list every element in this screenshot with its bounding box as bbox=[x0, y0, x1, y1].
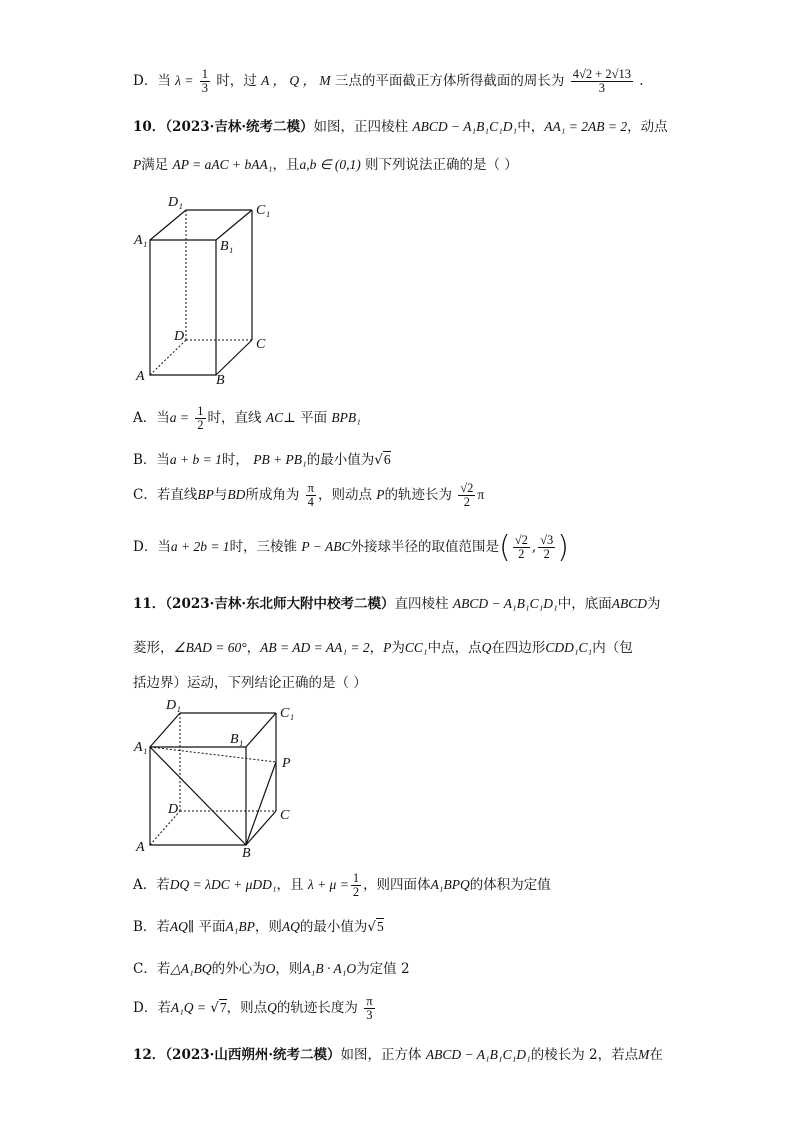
label-c1: C₁ bbox=[256, 203, 271, 218]
label-b1: B₁ bbox=[230, 732, 244, 747]
q11-stem2: 中，底面 bbox=[557, 596, 612, 612]
q11-optD-text: ，则点 bbox=[226, 1000, 268, 1017]
q11-optA-tet: A₁BPQ bbox=[430, 877, 470, 893]
q10-prism: ABCD − A₁B₁C₁D₁ bbox=[412, 119, 518, 134]
label-d1: D₁ bbox=[166, 698, 181, 713]
q10-optD-label: D．当 bbox=[133, 539, 171, 555]
q10-optD-tet: P − ABC bbox=[301, 539, 351, 554]
q9-optD-frac-num: 1 bbox=[201, 67, 209, 81]
q10-optD-expr: a + 2b = 1 bbox=[170, 539, 230, 554]
q10-stem-line2 bbox=[133, 153, 518, 173]
q11-line2b: ， bbox=[369, 640, 384, 656]
q10-optC-l2: BD bbox=[227, 487, 246, 503]
q11-number: 11． bbox=[133, 596, 166, 612]
q11-stem-line2: 菱形，∠BAD = 60°，AB = AD = AA₁ = 2，P为CC₁中点，点Q在四边形CDD₁C₁内（包 bbox=[133, 640, 633, 656]
q10-optA-line: AC bbox=[265, 410, 284, 426]
q10-optA-frac-num: 1 bbox=[197, 404, 204, 418]
q11-optA-text: ，且 bbox=[276, 877, 304, 894]
q11-line2a: 菱形， bbox=[133, 640, 174, 656]
label-a1: A₁ bbox=[134, 740, 148, 755]
q11-optD-val: 7 bbox=[219, 1000, 227, 1016]
q12-stem bbox=[133, 1043, 663, 1063]
fraction bbox=[200, 68, 210, 95]
q10-optD-r1-den: 2 bbox=[518, 547, 525, 561]
q10-option-d: D．当a + 2b = 1时，三棱锥 P − ABC外接球半径的取值范围是( $\frac{√2}{2}$ , $\frac{√3}{2}$ ) bbox=[133, 530, 569, 565]
q9-optD-mid: 时，过 bbox=[216, 73, 257, 90]
label-a1: A₁ bbox=[134, 233, 148, 248]
q10-option-b: B．当a + b = 1时， PB + PB₁的最小值为√6 bbox=[133, 452, 391, 468]
q10-optD-text: 时，三棱锥 bbox=[229, 539, 298, 555]
q11-optA-frac-num: 1 bbox=[352, 871, 360, 885]
q10-optD-r2-den: 2 bbox=[543, 547, 550, 561]
q10-optA-expr: a = bbox=[169, 410, 189, 426]
q11-quad: CDD₁C₁ bbox=[545, 640, 593, 655]
q11-source: （2023·吉林·东北师大附中校考二模） bbox=[165, 596, 395, 612]
q11-prism: ABCD − A₁B₁C₁D₁ bbox=[452, 596, 558, 611]
q11-q: Q bbox=[481, 640, 492, 655]
label-d1: D₁ bbox=[168, 195, 183, 210]
q10-cond: AA₁ = 2AB = 2 bbox=[544, 119, 628, 134]
q12-source: （2023·山西朔州·统考二模） bbox=[165, 1047, 341, 1063]
q10-optA-frac-den: 2 bbox=[197, 418, 204, 433]
q11-optC-text3: 为定值 2 bbox=[356, 961, 410, 977]
label-a: A bbox=[136, 369, 145, 384]
label-d: D bbox=[174, 329, 185, 344]
q11-option-a bbox=[133, 872, 551, 899]
q11-prism-figure bbox=[130, 693, 310, 863]
q10-optB-text: 时， bbox=[221, 452, 249, 468]
q11-angle: ∠BAD = 60° bbox=[173, 640, 247, 655]
q10-optB-val: 6 bbox=[383, 452, 391, 467]
q10-optC-ang-den: 4 bbox=[307, 495, 314, 510]
vector-equation: AP = aAC + bAA₁ bbox=[172, 157, 273, 172]
q10-stem3: ，动点 bbox=[627, 119, 668, 135]
q11-optD-text2: 的轨迹长度为 bbox=[276, 1000, 358, 1017]
q10-optC-p: P bbox=[376, 487, 385, 503]
q11-optB-label: B．若 bbox=[133, 919, 170, 935]
q9-optD-label: D．当 bbox=[133, 73, 171, 90]
q11-optB-line2: AQ bbox=[281, 919, 300, 934]
q10-ab-range: a,b ∈ (0,1) bbox=[299, 157, 361, 172]
q11-optC-tri: △A₁BQ bbox=[170, 961, 212, 976]
q11-line3: 括边界）运动，下列结论正确的是（ ） bbox=[133, 675, 367, 691]
q10-optB-text2: 的最小值为 bbox=[306, 452, 375, 468]
q10-optB-expr: a + b = 1 bbox=[169, 452, 222, 467]
label-c: C bbox=[256, 337, 266, 352]
q11-cc1: CC₁ bbox=[404, 640, 428, 655]
q11-optC-o: O bbox=[265, 961, 276, 976]
q10-optA-plane: BPB₁ bbox=[331, 410, 361, 426]
label-c1: C₁ bbox=[280, 706, 295, 721]
label-p: P bbox=[282, 756, 291, 771]
label-b: B bbox=[216, 373, 225, 388]
label-b: B bbox=[242, 846, 251, 861]
q10-optD-text2: 外接球半径的取值范围是 bbox=[350, 539, 499, 555]
answer-fraction bbox=[571, 68, 633, 95]
q10-optB-sum: PB + PB₁ bbox=[253, 452, 307, 467]
q12-m: M bbox=[638, 1047, 650, 1062]
q10-number: 10． bbox=[133, 119, 166, 135]
q10-optC-len-den: 2 bbox=[463, 495, 470, 510]
label-a: A bbox=[136, 840, 145, 855]
q10-optC-text3: ，则动点 bbox=[317, 487, 372, 504]
q10-line2-a: 满足 bbox=[141, 157, 169, 173]
q10-line2-c: 则下列说法正确的是（ ） bbox=[365, 157, 518, 173]
q11-optB-text: ∥ 平面 bbox=[187, 919, 226, 935]
q12-number: 12． bbox=[133, 1047, 166, 1063]
q11-optD-q: Q bbox=[267, 1000, 277, 1016]
q10-optB-label: B．当 bbox=[133, 452, 170, 468]
q10-source: （2023·吉林·统考二模） bbox=[165, 119, 314, 135]
q9-optD-points: A ， Q ， M bbox=[261, 73, 331, 89]
q11-eq: AB = AD = AA₁ = 2 bbox=[260, 640, 370, 655]
q11-stem3: 为 bbox=[646, 596, 661, 612]
q10-optC-l1: BP bbox=[197, 487, 214, 503]
q11-optA-label: A．若 bbox=[133, 877, 170, 894]
q10-line2-p: P bbox=[133, 157, 142, 172]
q11-option-d: D．若A₁Q = √7，则点Q的轨迹长度为 $\frac{\pi}{3}$ bbox=[133, 994, 373, 1023]
q10-optA-label: A．当 bbox=[133, 410, 170, 427]
q10-optD-r1-num: √2 bbox=[514, 532, 528, 547]
q10-optA-text: 时，直线 bbox=[207, 410, 262, 427]
q11-optB-text3: 的最小值为 bbox=[299, 919, 368, 935]
q12-stem2: 的棱长为 2，若点 bbox=[530, 1047, 639, 1063]
q10-stem2: 中， bbox=[517, 119, 545, 135]
q11-optC-label: C．若 bbox=[133, 961, 171, 977]
q12-stem1: 如图，正方体 bbox=[340, 1047, 422, 1063]
q11-stem1: 直四棱柱 bbox=[394, 596, 449, 612]
q9-optD-ans-num: 4√2 + 2√13 bbox=[572, 67, 631, 81]
q11-optA-vec-eq: DQ = λDC + μDD₁ bbox=[169, 877, 277, 893]
q10-optC-text1: 与 bbox=[213, 487, 228, 504]
q11-optD-frac-num: π bbox=[366, 994, 373, 1008]
q9-optD-ans-den: 3 bbox=[598, 81, 605, 96]
q10-stem1: 如图，正四棱柱 bbox=[313, 119, 409, 135]
q10-optC-pi: π bbox=[477, 487, 485, 503]
q11-line2f: 内（包 bbox=[592, 640, 633, 656]
q11-line2e: 在四边形 bbox=[491, 640, 546, 656]
q10-option-a bbox=[133, 405, 361, 432]
label-d: D bbox=[168, 802, 179, 817]
q11-optB-plane: A₁BP bbox=[225, 919, 255, 934]
q10-prism-figure bbox=[130, 188, 290, 388]
q11-optC-text2: ，则 bbox=[275, 961, 303, 977]
q11-p: P bbox=[383, 640, 392, 655]
q11-option-b: B．若AQ∥ 平面A₁BP，则AQ的最小值为√5 bbox=[133, 919, 384, 935]
q11-line2d: 中点，点 bbox=[427, 640, 482, 656]
q10-optC-len-num: √2 bbox=[460, 481, 474, 495]
q10-optA-perp: ⊥ 平面 bbox=[283, 410, 328, 427]
q11-optB-text2: ，则 bbox=[254, 919, 282, 935]
label-c: C bbox=[280, 808, 290, 823]
q10-line2-b: ，且 bbox=[272, 157, 300, 173]
q11-optA-sum: λ + μ = bbox=[307, 877, 349, 893]
q11-optC-dot: A₁B · A₁O bbox=[302, 961, 357, 976]
q11-optB-line: AQ bbox=[169, 919, 188, 934]
q10-optC-label: C．若直线 bbox=[133, 487, 198, 504]
q9-option-d bbox=[133, 68, 644, 95]
q11-optB-val: 5 bbox=[377, 919, 384, 934]
q10-optC-ang-num: π bbox=[307, 481, 314, 495]
q10-stem bbox=[133, 115, 668, 135]
label-b1: B₁ bbox=[220, 239, 234, 254]
q11-optD-frac-den: 3 bbox=[366, 1008, 373, 1023]
q11-optA-frac-den: 2 bbox=[352, 885, 360, 900]
q12-stem3: 在 bbox=[649, 1047, 663, 1063]
q11-stem-line3 bbox=[133, 671, 367, 691]
q10-optD-r2-num: √3 bbox=[540, 532, 554, 547]
q11-option-c bbox=[133, 957, 410, 977]
q11-optC-text: 的外心为 bbox=[211, 961, 266, 977]
q10-option-c bbox=[133, 482, 484, 509]
q9-optD-lambda-eq: λ = bbox=[175, 73, 194, 89]
q11-optD-label: D．若 bbox=[133, 1000, 171, 1017]
q9-optD-frac-den: 3 bbox=[201, 81, 209, 96]
q10-optC-text4: 的轨迹长为 bbox=[384, 487, 452, 504]
q11-optA-text2: ，则四面体 bbox=[363, 877, 431, 894]
q11-line2c: 为 bbox=[391, 640, 405, 656]
q9-optD-end: . bbox=[639, 73, 644, 90]
q9-optD-mid2: 三点的平面截正方体所得截面的周长为 bbox=[334, 73, 565, 90]
q11-stem bbox=[133, 592, 660, 612]
q11-optA-text3: 的体积为定值 bbox=[469, 877, 551, 894]
q12-prism: ABCD − A₁B₁C₁D₁ bbox=[425, 1047, 531, 1062]
q10-optC-text2: 所成角为 bbox=[245, 487, 300, 504]
q11-base: ABCD bbox=[611, 596, 647, 611]
q11-optD-expr: A₁Q = bbox=[170, 1000, 207, 1016]
